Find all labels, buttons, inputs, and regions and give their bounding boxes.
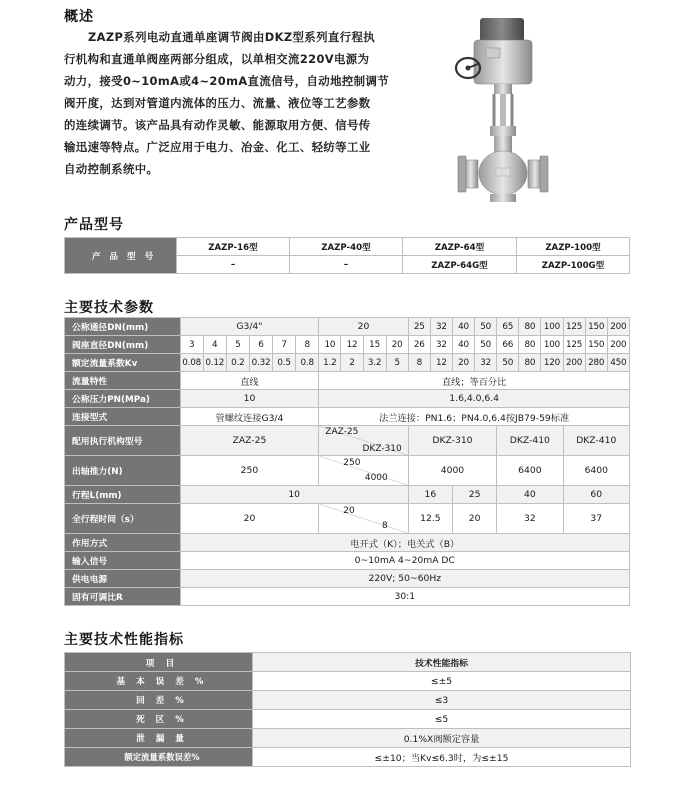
- pn-cell: 10: [180, 390, 319, 408]
- overview-line: 行机构和直通单阀座两部分组成，以单相交流220V电源为: [64, 52, 370, 66]
- conn-cell: 法兰连接：PN1.6；PN4.0,6.4按JB79-59标准: [319, 408, 630, 426]
- perf-row-label: 泄 漏 量: [65, 729, 253, 748]
- flow-cell: 直线: [180, 372, 319, 390]
- seat-cell: 125: [563, 336, 585, 354]
- dn-cell: 20: [319, 318, 408, 336]
- seat-cell: 80: [519, 336, 541, 354]
- row-label: 供电电源: [65, 570, 181, 588]
- model-table: [64, 237, 630, 274]
- tech-params-table: [64, 317, 630, 606]
- kv-cell: 0.32: [249, 354, 272, 372]
- seat-cell: 8: [296, 336, 319, 354]
- seat-cell: 15: [363, 336, 386, 354]
- kv-cell: 3.2: [363, 354, 386, 372]
- kv-cell: 200: [563, 354, 585, 372]
- diagonal-line: [319, 456, 407, 485]
- pn-cell: 1.6,4.0,6.4: [319, 390, 630, 408]
- perf-row-value: ≤3: [253, 691, 631, 710]
- seat-cell: 7: [273, 336, 296, 354]
- row-label: 行程L(mm): [65, 486, 181, 504]
- row-label: 流量特性: [65, 372, 181, 390]
- model-cell: ZAZP-64G型: [403, 256, 517, 274]
- kv-cell: 1.2: [319, 354, 341, 372]
- stroke-cell: 60: [563, 486, 629, 504]
- perf-row-value: ≤±10；当Kv≤6.3时，为≤±15: [253, 748, 631, 767]
- kv-cell: 120: [541, 354, 563, 372]
- seat-cell: 150: [585, 336, 607, 354]
- kv-cell: 20: [452, 354, 474, 372]
- seat-cell: 40: [452, 336, 474, 354]
- row-label: 连接型式: [65, 408, 181, 426]
- perf-row-label: 回 差 %: [65, 691, 253, 710]
- seat-cell: 5: [226, 336, 249, 354]
- kv-cell: 5: [386, 354, 408, 372]
- kv-cell: 8: [408, 354, 430, 372]
- perf-row-value: 0.1%X阀额定容量: [253, 729, 631, 748]
- force-split-cell: [319, 456, 408, 486]
- perf-table: [64, 652, 631, 767]
- seat-cell: 3: [180, 336, 203, 354]
- actuator-split-bottom: DKZ-310: [362, 444, 402, 454]
- perf-head-item: 项 目: [65, 653, 253, 672]
- model-cell: ZAZP-16型: [177, 238, 290, 256]
- seat-cell: 66: [497, 336, 519, 354]
- kv-cell: 0.12: [203, 354, 226, 372]
- force-split-top: 250: [343, 458, 361, 468]
- kv-cell: 32: [475, 354, 497, 372]
- seat-cell: 32: [430, 336, 452, 354]
- kv-cell: 0.2: [226, 354, 249, 372]
- row-label: 全行程时间（s）: [65, 504, 181, 534]
- perf-title: 主要技术性能指标: [64, 632, 184, 648]
- dn-cell: 25: [408, 318, 430, 336]
- stroke-cell: 16: [408, 486, 452, 504]
- kv-cell: 50: [497, 354, 519, 372]
- actuator-cell: ZAZ-25: [180, 426, 319, 456]
- time-cell: 37: [563, 504, 629, 534]
- kv-cell: 0.08: [180, 354, 203, 372]
- row-label: 出轴推力(N): [65, 456, 181, 486]
- seat-cell: 20: [386, 336, 408, 354]
- kv-cell: 0.8: [296, 354, 319, 372]
- row-label: 额定流量系数Kv: [65, 354, 181, 372]
- model-cell: –: [290, 256, 403, 274]
- perf-row-value: ≤5: [253, 710, 631, 729]
- seat-cell: 6: [249, 336, 272, 354]
- flow-cell: 直线；等百分比: [319, 372, 630, 390]
- kv-cell: 0.5: [273, 354, 296, 372]
- power-cell: 220V; 50~60Hz: [180, 570, 629, 588]
- dn-cell: 40: [452, 318, 474, 336]
- actuator-cell: DKZ-410: [497, 426, 563, 456]
- force-split-bottom: 4000: [364, 473, 388, 483]
- row-label: 配用执行机构型号: [65, 426, 181, 456]
- model-title: 产品型号: [64, 217, 124, 233]
- overview-line: 的连续调节。该产品具有动作灵敏、能源取用方便、信号传: [64, 118, 371, 132]
- tech-title: 主要技术参数: [64, 300, 154, 316]
- kv-cell: 12: [430, 354, 452, 372]
- actuator-cell: DKZ-310: [408, 426, 496, 456]
- electric-control-valve-icon: [428, 8, 578, 208]
- overview-text: [64, 26, 414, 180]
- perf-row-label: 死 区 %: [65, 710, 253, 729]
- seat-cell: 4: [203, 336, 226, 354]
- model-header: 产 品 型 号: [65, 238, 177, 274]
- overview-line: ZAZP系列电动直通单座调节阀由DKZ型系列直行程执: [88, 30, 376, 44]
- row-label: 公称通径DN(mm): [65, 318, 181, 336]
- seat-cell: 50: [475, 336, 497, 354]
- seat-cell: 12: [341, 336, 363, 354]
- time-split-bottom: 8: [382, 521, 388, 531]
- mode-cell: 电开式（K）；电关式（B）: [180, 534, 629, 552]
- kv-cell: 80: [519, 354, 541, 372]
- time-split-top: 20: [343, 506, 355, 516]
- model-cell: ZAZP-64型: [403, 238, 517, 256]
- force-cell: 250: [180, 456, 319, 486]
- actuator-split-cell: [319, 426, 408, 456]
- force-cell: 4000: [408, 456, 496, 486]
- row-label: 输入信号: [65, 552, 181, 570]
- overview-line: 输迅速等特点。广泛应用于电力、冶金、化工、轻纺等工业: [64, 140, 371, 154]
- dn-cell: 65: [497, 318, 519, 336]
- kv-cell: 280: [585, 354, 607, 372]
- time-cell: 20: [180, 504, 319, 534]
- row-label: 固有可调比R: [65, 588, 181, 606]
- row-label: 作用方式: [65, 534, 181, 552]
- dn-cell: G3/4": [180, 318, 319, 336]
- seat-cell: 26: [408, 336, 430, 354]
- perf-row-label: 基 本 误 差 %: [65, 672, 253, 691]
- time-split-cell: [319, 504, 408, 534]
- model-cell: ZAZP-100G型: [517, 256, 630, 274]
- kv-cell: 2: [341, 354, 363, 372]
- overview-line: 动力，接受0~10mA或4~20mA直流信号，自动地控制调节: [64, 74, 390, 88]
- actuator-cell: DKZ-410: [563, 426, 629, 456]
- time-cell: 20: [452, 504, 496, 534]
- perf-row-value: ≤±5: [253, 672, 631, 691]
- actuator-split-top: ZAZ-25: [325, 427, 359, 437]
- seat-cell: 200: [607, 336, 629, 354]
- kv-cell: 450: [607, 354, 629, 372]
- dn-cell: 80: [519, 318, 541, 336]
- dn-cell: 32: [430, 318, 452, 336]
- model-cell: ZAZP-40型: [290, 238, 403, 256]
- diagonal-line: [319, 504, 407, 533]
- stroke-cell: 25: [452, 486, 496, 504]
- perf-head-value: 技术性能指标: [253, 653, 631, 672]
- force-cell: 6400: [563, 456, 629, 486]
- perf-row-label: 额定流量系数误差%: [65, 748, 253, 767]
- stroke-cell: 10: [180, 486, 408, 504]
- row-label: 公称压力PN(MPa): [65, 390, 181, 408]
- model-cell: ZAZP-100型: [517, 238, 630, 256]
- dn-cell: 200: [607, 318, 629, 336]
- input-cell: 0~10mA 4~20mA DC: [180, 552, 629, 570]
- dn-cell: 50: [475, 318, 497, 336]
- time-cell: 32: [497, 504, 563, 534]
- row-label: 阀座直径DN(mm): [65, 336, 181, 354]
- dn-cell: 100: [541, 318, 563, 336]
- dn-cell: 125: [563, 318, 585, 336]
- model-cell: –: [177, 256, 290, 274]
- seat-cell: 100: [541, 336, 563, 354]
- seat-cell: 10: [319, 336, 341, 354]
- overview-line: 自动控制系统中。: [64, 162, 159, 176]
- overview-line: 阀开度，达到对管道内流体的压力、流量、液位等工艺参数: [64, 96, 371, 110]
- ratio-cell: 30:1: [180, 588, 629, 606]
- dn-cell: 150: [585, 318, 607, 336]
- conn-cell: 管螺纹连接G3/4: [180, 408, 319, 426]
- stroke-cell: 40: [497, 486, 563, 504]
- overview-title: 概述: [64, 9, 94, 25]
- time-cell: 12.5: [408, 504, 452, 534]
- force-cell: 6400: [497, 456, 563, 486]
